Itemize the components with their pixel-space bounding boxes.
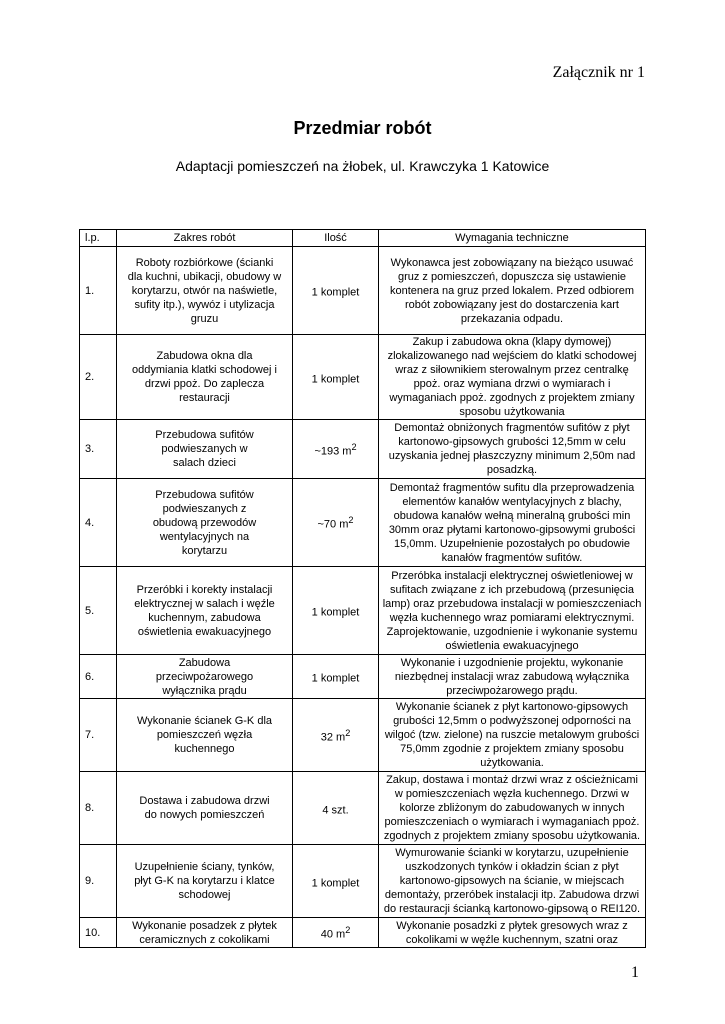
table-row <box>80 420 646 479</box>
row-scope: Roboty rozbiórkowe (ścianki dla kuchni, ubikacji, obudowy w korytarzu, otwór na naświetle, sufity itp.), wywóz i utylizacja gruzu <box>117 247 293 335</box>
quantity-value: 1 komplet <box>311 672 360 685</box>
row-number: 7. <box>80 699 117 772</box>
table-row <box>80 655 646 699</box>
quantity-unit-exponent: 2 <box>345 925 351 936</box>
header-lp: l.p. <box>80 230 117 247</box>
row-requirements: Zakup, dostawa i montaż drzwi wraz z ościeżnicami w pomieszczeniach węzła kuchennego. Drzwi w kolorze zbliżonym do zabudowanych w innych pomieszczeniach o wymiarach i wymaganiach ppoż. zgodnych z projektem zmiany sposobu użytkowania. <box>379 772 646 845</box>
quantity-unit-exponent: 2 <box>345 727 351 738</box>
row-scope: Przebudowa sufitów podwieszanych w salach dzieci <box>117 420 293 479</box>
quantity-value: ~193 m <box>314 445 352 458</box>
row-requirements: Wykonanie i uzgodnienie projektu, wykonanie niezbędnej instalacji wraz zabudową wyłącznika przeciwpożarowego prądu. <box>379 655 646 699</box>
page-number: 1 <box>631 964 639 981</box>
row-scope: Dostawa i zabudowa drzwi do nowych pomieszczeń <box>117 772 293 845</box>
row-number: 9. <box>80 845 117 918</box>
row-quantity <box>293 247 379 335</box>
row-requirements: Demontaż obniżonych fragmentów sufitów z płyt kartonowo-gipsowych grubości 12,5mm w celu uzyskania jednej płaszczyzny minimum 2,50m nad posadzką. <box>379 420 646 479</box>
quantity-value: ~70 m <box>317 518 349 531</box>
row-number: 3. <box>80 420 117 479</box>
quantity-value: 4 szt. <box>322 804 349 817</box>
page-title: Przedmiar robót <box>293 118 432 138</box>
row-number: 1. <box>80 247 117 335</box>
table-row <box>80 845 646 918</box>
quantity-unit-exponent: 2 <box>351 441 357 452</box>
row-quantity <box>293 772 379 845</box>
row-quantity <box>293 567 379 655</box>
quantity-value: 1 komplet <box>311 606 360 619</box>
table-row <box>80 699 646 772</box>
row-scope: Uzupełnienie ściany, tynków, płyt G-K na korytarzu i klatce schodowej <box>117 845 293 918</box>
row-scope: Przeróbki i korekty instalacji elektrycznej w salach i węźle kuchennym, zabudowa oświetlenia ewakuacyjnego <box>117 567 293 655</box>
quantity-value: 40 m <box>320 928 346 941</box>
row-scope: Przebudowa sufitów podwieszanych z obudową przewodów wentylacyjnych na korytarzu <box>117 479 293 567</box>
row-requirements: Zakup i zabudowa okna (klapy dymowej) zlokalizowanego nad wejściem do klatki schodowej wraz z siłownikiem sterowalnym przez centralkę ppoż. oraz wymiana drzwi o wymiarach i wymaganiach ppoż. zgodnych z projektem zmiany sposobu użytkowania <box>379 335 646 420</box>
row-number: 8. <box>80 772 117 845</box>
table-row <box>80 335 646 420</box>
row-requirements: Przeróbka instalacji elektrycznej oświetleniowej w sufitach związane z ich przebudową (przesunięcia lamp) oraz przebudowa instalacji w pomieszczeniach węzła kuchennego wraz pomiarami elektrycznymi. Zaprojektowanie, uzgodnienie i wykonanie systemu oświetlenia ewakuacyjnego <box>379 567 646 655</box>
row-requirements: Wykonanie ścianek z płyt kartonowo-gipsowych grubości 12,5mm o podwyższonej odporności na wilgoć (tzw. zielone) na ruszcie metalowym grubości 75,0mm zgodnie z projektem zmiany sposobu użytkowania. <box>379 699 646 772</box>
table-row <box>80 247 646 335</box>
quantity-unit-exponent: 2 <box>348 515 354 526</box>
header-scope: Zakres robót <box>117 230 293 247</box>
row-quantity <box>293 335 379 420</box>
annex-label: Załącznik nr 1 <box>552 64 645 81</box>
row-number: 4. <box>80 479 117 567</box>
row-quantity <box>293 699 379 772</box>
works-table <box>79 229 646 948</box>
row-number: 6. <box>80 655 117 699</box>
table-row <box>80 918 646 948</box>
quantity-value: 1 komplet <box>311 286 360 299</box>
row-scope: Zabudowa okna dla oddymiania klatki schodowej i drzwi ppoż. Do zaplecza restauracji <box>117 335 293 420</box>
header-quantity: Ilość <box>293 230 379 247</box>
row-scope: Zabudowa przeciwpożarowego wyłącznika prądu <box>117 655 293 699</box>
header-requirements: Wymagania techniczne <box>379 230 646 247</box>
row-scope: Wykonanie ścianek G-K dla pomieszczeń węzła kuchennego <box>117 699 293 772</box>
row-scope: Wykonanie posadzek z płytek ceramicznych z cokolikami <box>117 918 293 948</box>
table-header-row <box>80 230 646 247</box>
page-subtitle: Adaptacji pomieszczeń na żłobek, ul. Krawczyka 1 Katowice <box>175 158 550 174</box>
row-quantity <box>293 845 379 918</box>
table-row <box>80 567 646 655</box>
row-quantity <box>293 479 379 567</box>
row-requirements: Demontaż fragmentów sufitu dla przeprowadzenia elementów kanałów wentylacyjnych z blachy, obudowa kanałów wełną mineralną grubości min 30mm oraz płytami kartonowo-gipsowymi grubości 15,0mm. Uzupełnienie pozostałych po obudowie kanałów fragmentów sufitów. <box>379 479 646 567</box>
quantity-value: 32 m <box>320 731 346 744</box>
row-quantity <box>293 655 379 699</box>
row-requirements: Wykonanie posadzki z płytek gresowych wraz z cokolikami w węźle kuchennym, szatni oraz <box>379 918 646 948</box>
quantity-value: 1 komplet <box>311 373 360 386</box>
row-quantity <box>293 918 379 948</box>
row-requirements: Wykonawca jest zobowiązany na bieżąco usuwać gruz z pomieszczeń, dopuszcza się ustawienie kontenera na gruz przed lokalem. Przed odbiorem robót zobowiązany jest do dostarczenia kart przekazania odpadu. <box>379 247 646 335</box>
row-number: 2. <box>80 335 117 420</box>
row-requirements: Wymurowanie ścianki w korytarzu, uzupełnienie uszkodzonych tynków i okładzin ścian z płyt kartonowo-gipsowych na ścianie, w miejscach demontaży, przeróbek instalacji itp. Zabudowa drzwi do restauracji ścianką kartonowo-gipsową o REI120. <box>379 845 646 918</box>
row-number: 5. <box>80 567 117 655</box>
row-quantity <box>293 420 379 479</box>
row-number: 10. <box>80 918 117 948</box>
quantity-value: 1 komplet <box>311 877 360 890</box>
table-row <box>80 479 646 567</box>
table-row <box>80 772 646 845</box>
